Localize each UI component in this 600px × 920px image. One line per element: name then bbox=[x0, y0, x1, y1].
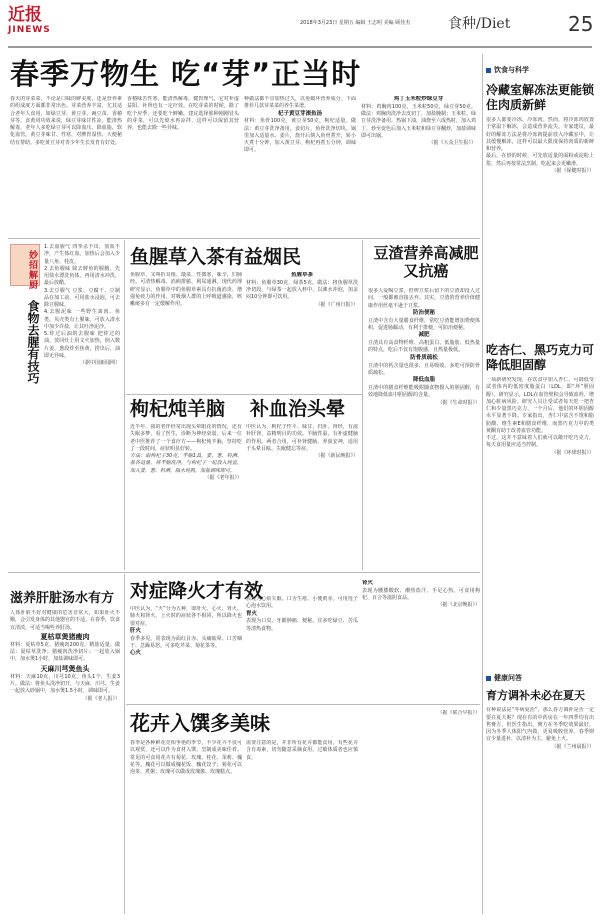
main-mid-text: 香椿味苦性寒，能清热解毒，健胃理气，它对补虚益阳、补肾也有一定疗效。在吃芽菜的时候，除了吃个应季，还要吃个鲜嫩。建议选择那种刚刚冒头的芽菜，可以先焯水再凉拌，这样可以保留其营养，也能去除一些异味。 bbox=[127, 96, 239, 131]
tip-item: 3.去豆腥气 豆浆、豆腐干、豆制品在加工前，可用盐水浸泡，可去除豆腥味。 bbox=[44, 287, 120, 308]
fish-recipe-title: 鱼腥草茶 bbox=[290, 272, 313, 278]
divider bbox=[126, 394, 362, 395]
liver-body2: 材料：天麻10克，川芎10克，鱼头1个，生姜3片。做法：将鱼头洗净切开，与天麻、川芎、生姜一起放入砂锅中，加水煲1.5小时，调味即可。 bbox=[10, 673, 120, 695]
soy-source: （据《生命时报》） bbox=[437, 399, 480, 406]
sidebar-s1-body: 很多人都要冷冻、冷冻肉。然而，将冷冻肉放置于常温下解冻，会造成营养流失。专家建议，最好的解冻方法是将冷冻肉提前放入冷藏室中，让其缓慢解冻，这样可以最大限度保持肉质的新鲜和营养。 bbox=[486, 117, 594, 153]
soy-body3: 豆渣中的钙含量也很多，且易吸收，多吃可预防骨质疏松。 bbox=[368, 362, 480, 376]
soy-body4: 豆渣中的膳食纤维能吸附随食物摄入的胆固醇，有效地降低血中胆固醇的含量。 bbox=[368, 385, 480, 399]
liver-sub2: 天麻川芎煲鱼头 bbox=[40, 664, 90, 673]
tip-item: 1.去血腥气 四季杀不出，放血不净，产生体红血。加热后会加入少量八角、桂皮。 bbox=[44, 244, 120, 265]
soy-headline-box bbox=[372, 244, 480, 280]
fish-source: （据《广州日报》） bbox=[315, 301, 358, 308]
page-number: 25 bbox=[568, 12, 594, 36]
wolfberry-body: 近半年，我的老伴经常出现头晕眼花的情况，还有失眠多梦，看了医生，诊断为神经衰弱。后来一位老中医推荐了一个食疗方——枸杞炖羊脑，坚持吃了一段时间，症状明显好转。 bbox=[130, 424, 242, 452]
soy-body: 很多人爱喝豆浆，但榨豆浆后留下的豆渣却没人过问，一般都被直接丢弃。其实，豆渣的营养价值健康作用丝毫不逊于豆浆。 bbox=[368, 288, 480, 309]
sidebar-divider bbox=[482, 54, 483, 914]
main-mid-column bbox=[127, 96, 239, 236]
recipe1-title: 杞子黄豆芽滚鱼汤 bbox=[277, 110, 322, 117]
section-square-icon bbox=[486, 68, 491, 73]
calcium-article bbox=[246, 424, 358, 570]
sidebar-s3-title: 育方调补未必在夏天 bbox=[486, 689, 585, 703]
sidebar-s2-body-box bbox=[486, 377, 594, 667]
fire-body2: 表现为心烦失眠、口舌生疮、小便黄赤。可用莲子心泡水饮用。 bbox=[246, 596, 358, 610]
fire-col-a bbox=[130, 606, 242, 700]
tip-item: 5.炸过后油的去腥味 把炸过的油，放回灶上用文火加热，倒入数片姜、葱段炸至焦黄，捞出后，油即无异味。 bbox=[44, 331, 120, 359]
soy-body1: 豆渣中含有大量膳食纤维，常吃豆渣能增加粪便体积，促进肠蠕动，有利于排便，可防治便秘。 bbox=[368, 317, 480, 331]
sidebar-s3-body: 有种说法是“冬病夏治”，那么春方调补是否一定要在夏天呢？现在有的中药房在一年四季均有出售膏方，但医生指出，膏方在冬季吃效果最好。因为冬季人体阳气内敛，更易吸收营养。春季则宜少量进补，以清补为主，避免上火。 bbox=[486, 707, 594, 743]
fire-sub4: 肾火 bbox=[362, 580, 374, 586]
liver-article bbox=[10, 610, 120, 910]
tip-title: 妙招解厨 bbox=[27, 250, 37, 290]
calcium-body: 中医认为，枸杞子性平、味甘，归肝、肾经，有滋补肝肾、益精明目的功效。羊脑性温，有补虚健脑的作用。两者合用，可补肾健脑、养血安神，适用于头晕目眩、失眠健忘等症。 bbox=[246, 424, 358, 452]
flower-body2: 需要注意的是，并非所有花卉都能食用，有些花卉含有毒素，切勿随意采摘食用。过敏体质者也应慎食。 bbox=[246, 740, 358, 761]
calcium-headline: 补血治头晕 bbox=[250, 398, 346, 420]
sidebar-s3-body-box bbox=[486, 707, 594, 857]
sidebar-tag-qa bbox=[486, 673, 594, 683]
soy-article bbox=[368, 288, 480, 568]
fire-body1: 春季多见，常表现为面红目赤、头痛眩晕、口苦咽干、急躁易怒。可多吃芹菜、菊花茶等。 bbox=[130, 635, 242, 649]
col-divider bbox=[362, 240, 363, 570]
issue-info: 2018年3月23日 星期五 编辑 王志明 美编 顾佳杰 bbox=[300, 20, 411, 26]
fire-sub2: 心火 bbox=[130, 650, 142, 657]
tip-subtitle: 食物去腥有技巧 bbox=[26, 300, 40, 384]
sidebar-s2-title: 吃杏仁、黑巧克力可降低胆固醇 bbox=[486, 343, 595, 373]
liver-body: 人体肝脏不好对健康的危害非常大，如果肝火不顺，会引发身体的其他器官的不适。在春季，饮食宜清淡，可适当喝些养肝汤。 bbox=[10, 610, 120, 631]
sidebar-s1-body2: 最后，在炒的时候，可先放适量的面粉或淀粉上浆，然后再按常法烹制，吃起来会更嫩滑。 bbox=[486, 153, 594, 167]
flower-body: 春季是各种鲜花竞相争艳的季节，不少花卉不仅可以观赏，还可以作为食材入馔，烹制成美味佳肴。常见的可食用花卉有菊花、玫瑰、桂花、茉莉、槐花等。槐花可以做成槐花饭、槐花饺子；菊花可以泡茶、煮粥；玫瑰可以做成玫瑰酱、玫瑰糕点。 bbox=[130, 740, 242, 775]
divider bbox=[126, 704, 480, 705]
recipe2-title: 鸡丁玉米粒炒绿豆芽 bbox=[393, 96, 444, 102]
soy-sub4: 降低血脂 bbox=[412, 377, 435, 384]
main-left-text: 春天的芽菜菜，不论是口味的鲜美度，还是营养素的组成度方面都非常出色。芽菜营养丰富，尤其适合老年人食用，如绿豆芽、黄豆芽、豌豆苗、香椿芽等。食黄用功效来说，绿豆芽味甘性凉，能清热解毒，老年人多吃绿豆芽可以降血压、降血脂、软化血管。黄豆芽味甘、性寒，对脾胃湿热、大便秘结有帮助。多吃黄豆芽对青少年生长发育有好处。 bbox=[10, 96, 122, 146]
tip-item: 4.去腥泥味 一些野生禽肉、鱼类、贝壳类有土腥味，可放入清水中加少许盐，让其吐净泥沙。 bbox=[44, 309, 120, 330]
section-square-icon bbox=[486, 676, 491, 681]
tip-source: （据中国新闻网） bbox=[79, 360, 120, 366]
sidebar-tag-label: 健康问答 bbox=[494, 674, 522, 683]
fish-recipe-body: 材料：鱼腥草30克，绿茶5克。做法：将鱼腥草洗净切段，与绿茶一起放入杯中，以沸水冲泡，加盖闷10分钟即可饮用。 bbox=[246, 279, 358, 301]
col-divider bbox=[124, 240, 125, 570]
sidebar-s2-body2: 不过，这并不意味着人们就可以敞开吃巧克力，每天食用量应适当控制。 bbox=[486, 435, 594, 449]
sidebar-s3-source: （据《兰州晨报》） bbox=[551, 743, 594, 750]
fire-source: （据《北京晚报》） bbox=[437, 602, 480, 609]
flower-col-a bbox=[130, 740, 242, 912]
sidebar-tag-label: 饮食与科学 bbox=[494, 66, 529, 74]
wolfberry-recipe: 方法：取枸杞子30克，羊脑1具，姜、葱、料酒、盐各适量。将羊脑洗净，与枸杞子一起放入炖盅，加入姜、葱、料酒，隔水炖熟，加盐调味即可。 bbox=[130, 453, 242, 474]
fire-col-c bbox=[362, 580, 480, 700]
sidebar-s2-body: 一项新研究发现，在饮食中加入杏仁、可降低受试者体内的低密度脂蛋白（LDL，即“坏”胆固醇）。研究显示，LDL在血管壁积会导致血栓，增加心脏病风险。研究人员让受试者每天吃一把杏仁和少量黑巧克力，一个月后，他们的坏胆固醇水平显著下降。专家指出，杏仁中富含不饱和脂肪酸、维生素E和膳食纤维，而黑巧克力中的类黄酮有助于改善血管功能。 bbox=[486, 377, 594, 434]
liver-sub1: 夏枯草煲猪瘦肉 bbox=[40, 632, 90, 641]
sidebar-s1-source: （据《保健时报》） bbox=[551, 167, 594, 174]
header-divider bbox=[8, 46, 592, 48]
fish-headline: 鱼腥草入茶有益烟民 bbox=[130, 246, 302, 268]
soy-sub1: 防治便秘 bbox=[412, 309, 435, 316]
main-headline: 春季万物生 吃“芽”正当时 bbox=[10, 57, 362, 91]
calcium-source: （据《新民晚报》） bbox=[315, 453, 358, 459]
sidebar-s1-body-box bbox=[486, 117, 594, 337]
recipe1-body: 材料：鱼骨100克，黄豆芽50克，枸杞适量。做法：黄豆芽洗净备用，姜切片，鱼骨洗净切块。锅里加入适量水、姜片，烧开后倒入鱼骨煮开，转小火煮十分钟，加入黄豆芽、枸杞再煮五分钟，调味即可。 bbox=[244, 118, 356, 154]
liver-body1: 材料：夏枯草5克、猪瘦肉200克、精盐适量。做法：夏枯草洗净；猪瘦肉洗净切片；一起放入锅中，加水煲1小时，加盐调味即可。 bbox=[10, 641, 120, 663]
tip-list bbox=[44, 244, 120, 564]
flower-headline: 花卉入馔多美味 bbox=[130, 711, 270, 735]
fish-body: 鱼腥草，又叫折耳根、蕺菜，性微寒，味辛，归肺经。可清热解毒、消痈排脓、利尿通淋。现代药理研究显示，鱼腥草中的鱼腥草素具有抗菌消炎、增强免疫力的作用，对吸烟人群的上呼吸道感染、咳嗽痰多有一定缓解作用。 bbox=[130, 272, 242, 307]
sidebar-s2-source: （据《环球时报》） bbox=[551, 449, 594, 456]
divider-under-main bbox=[8, 238, 480, 239]
soy-headline: 豆渣营养高减肥又抗癌 bbox=[373, 244, 479, 280]
recipe2-body: 材料：鸡胸肉100克，玉米粒50克，绿豆芽50克。做法：鸡胸肉洗净去皮切丁，加盐腌制；玉米粒、绿豆芽洗净备用。热锅下油，油烧至六成热时，加入鸡丁，炒至变色后加入玉米粒和绿豆芽翻炒，加盐调味即可出锅。 bbox=[361, 103, 476, 139]
main-left-column bbox=[10, 96, 122, 236]
main-right-text: 种做法都不宜加热过久，以免破坏营养成分。下面推荐几款芽菜菜的养生菜谱。 bbox=[244, 96, 356, 110]
fire-col-b bbox=[246, 596, 358, 700]
tip-item: 2.去鱼腥味 除去鲜鱼的腥膻，先用盐水漂洗鱼体，再用清水冲洗，最后放醋。 bbox=[44, 265, 120, 287]
main-right-column-a bbox=[244, 96, 356, 236]
flower-source: （据《联合早报》） bbox=[437, 710, 480, 716]
wolfberry-article bbox=[130, 424, 242, 570]
soy-sub3: 防骨质疏松 bbox=[410, 354, 438, 361]
flower-col-b bbox=[246, 740, 358, 912]
col-divider bbox=[124, 574, 125, 914]
main-right-column-b bbox=[361, 96, 476, 236]
wolfberry-headline: 枸杞炖羊脑 bbox=[130, 398, 226, 420]
divider bbox=[8, 572, 480, 573]
fish-col-a bbox=[130, 272, 242, 390]
soy-body2: 豆渣具有高食物纤维、高粗蛋白、低脂肪、低热量的特点，吃后不仅有饱腹感，且热量极低。 bbox=[368, 340, 480, 354]
fire-body4: 表现为腰膝酸软、潮热盗汗、手足心热。可食用枸杞、百合等滋阴食品。 bbox=[362, 587, 480, 602]
wolfberry-source: （据《老年报》） bbox=[204, 474, 242, 481]
liver-headline: 滋养肝脏汤水有方 bbox=[10, 591, 115, 606]
newspaper-logo bbox=[8, 6, 68, 46]
main-source: （据《大众卫生报》） bbox=[428, 140, 476, 147]
fire-sub1: 肝火 bbox=[130, 627, 142, 634]
sidebar bbox=[486, 65, 594, 857]
fire-headline: 对症降火才有效 bbox=[130, 580, 264, 602]
logo-chinese: 近报 bbox=[8, 5, 42, 25]
fire-sub3: 胃火 bbox=[246, 610, 258, 617]
liver-source: （据《老人报》） bbox=[82, 695, 120, 702]
sidebar-s1-title: 冷藏室解冻法更能锁住肉质新鲜 bbox=[486, 83, 595, 113]
soy-sub2: 减肥 bbox=[418, 332, 430, 339]
fire-body3: 表现为口臭、牙龈肿痛、便秘。宜多吃绿豆、苦瓜等清热食物。 bbox=[246, 618, 358, 632]
fire-body: 中医认为，“火”分为五种，即肝火、心火、胃火、肺火和肾火。上火时的症状各不相同，所以降火也要对症。 bbox=[130, 606, 242, 627]
flower-col-c bbox=[362, 710, 480, 912]
fish-col-b bbox=[246, 272, 358, 390]
sidebar-tag-science bbox=[486, 65, 594, 75]
logo-english: JINEWS bbox=[8, 25, 51, 35]
section-title: 食种/Diet bbox=[448, 16, 511, 32]
